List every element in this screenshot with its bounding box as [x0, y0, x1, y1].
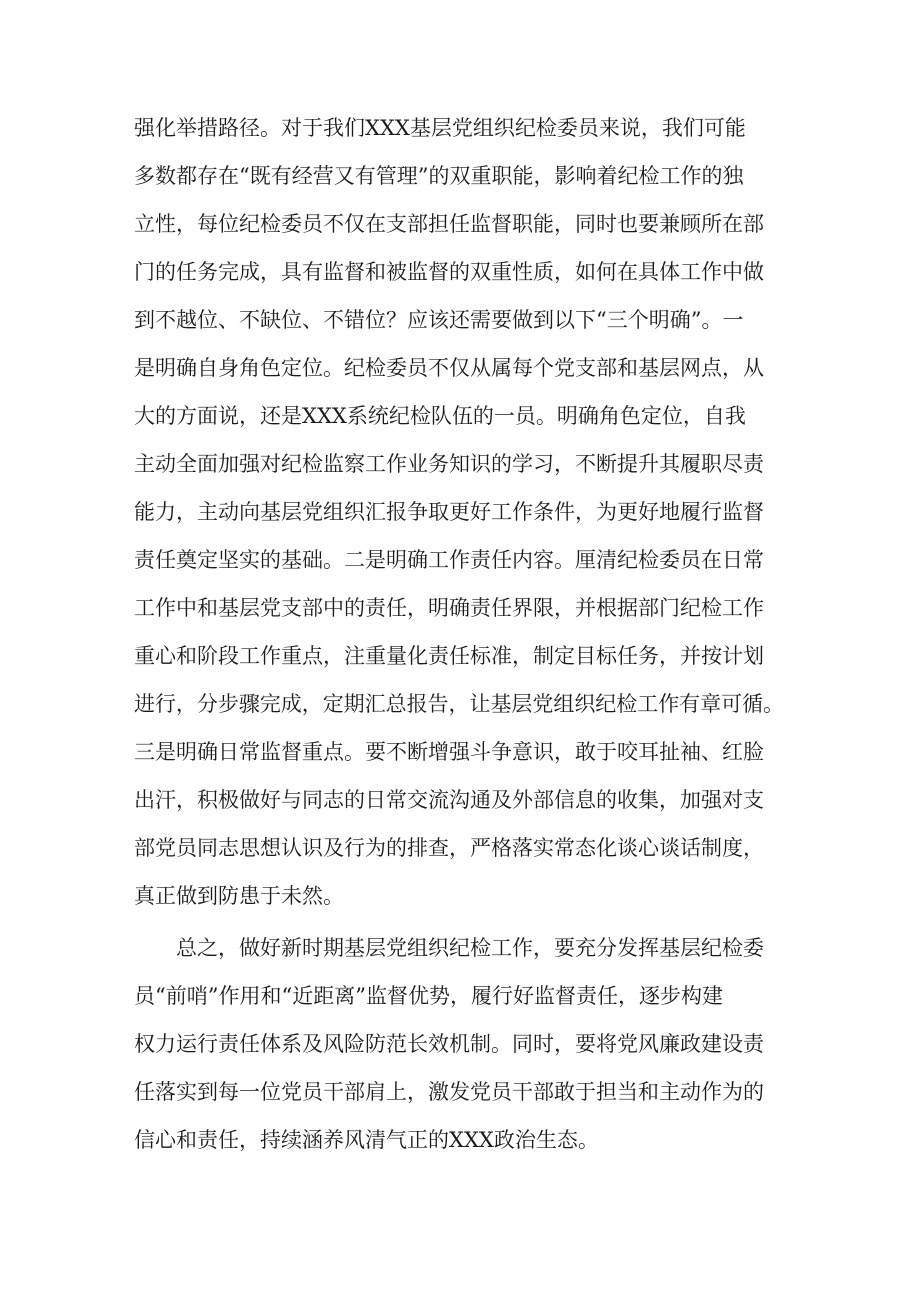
- paragraph-2-line-1: 总之，做好新时期基层党组织纪检工作，要充分发挥基层纪检委: [176, 936, 764, 960]
- paragraph-1-line-7: 大的方面说，还是XXX系统纪检队伍的一员。明确角色定位，自我: [134, 404, 746, 428]
- paragraph-1-line-5: 到不越位、不缺位、不错位？应该还需要做到以下“三个明确”。一: [134, 308, 744, 332]
- paragraph-1-line-16: 部党员同志思想认识及行为的排查，严格落实常态化谈心谈话制度，: [134, 836, 764, 860]
- paragraph-2-line-4: 任落实到每一位党员干部肩上，激发党员干部敢于担当和主动作为的: [134, 1080, 764, 1104]
- paragraph-1-line-14: 三是明确日常监督重点。要不断增强斗争意识，敢于咬耳扯袖、红脸: [134, 740, 764, 764]
- paragraph-1-line-11: 工作中和基层党支部中的责任，明确责任界限，并根据部门纪检工作: [134, 596, 764, 620]
- paragraph-1-line-1: 强化举措路径。对于我们XXX基层党组织纪检委员来说，我们可能: [134, 116, 746, 140]
- paragraph-1-line-2: 多数都存在“既有经营又有管理”的双重职能，影响着纪检工作的独: [134, 164, 744, 188]
- paragraph-1-line-4: 门的任务完成，具有监督和被监督的双重性质，如何在具体工作中做: [134, 260, 764, 284]
- paragraph-1-line-10: 责任奠定坚实的基础。二是明确工作责任内容。厘清纪检委员在日常: [134, 548, 764, 572]
- paragraph-1-line-12: 重心和阶段工作重点，注重量化责任标准，制定目标任务，并按计划: [134, 644, 764, 668]
- paragraph-1-line-15: 出汗，积极做好与同志的日常交流沟通及外部信息的收集，加强对支: [134, 788, 764, 812]
- paragraph-2-line-2: 员“前哨”作用和“近距离”监督优势，履行好监督责任，逐步构建: [134, 984, 723, 1008]
- paragraph-1-line-9: 能力，主动向基层党组织汇报争取更好工作条件，为更好地履行监督: [134, 500, 764, 524]
- paragraph-1-line-8: 主动全面加强对纪检监察工作业务知识的学习，不断提升其履职尽责: [134, 452, 764, 476]
- paragraph-2-line-5: 信心和责任，持续涵养风清气正的XXX政治生态。: [134, 1128, 599, 1152]
- paragraph-1-line-13: 进行，分步骤完成，定期汇总报告，让基层党组织纪检工作有章可循。: [134, 692, 784, 716]
- paragraph-2-line-3: 权力运行责任体系及风险防范长效机制。同时，要将党风廉政建设责: [134, 1032, 764, 1056]
- paragraph-1-line-6: 是明确自身角色定位。纪检委员不仅从属每个党支部和基层网点，从: [134, 356, 764, 380]
- paragraph-1-line-3: 立性，每位纪检委员不仅在支部担任监督职能，同时也要兼顾所在部: [134, 212, 764, 236]
- paragraph-1-line-17: 真正做到防患于未然。: [134, 884, 344, 908]
